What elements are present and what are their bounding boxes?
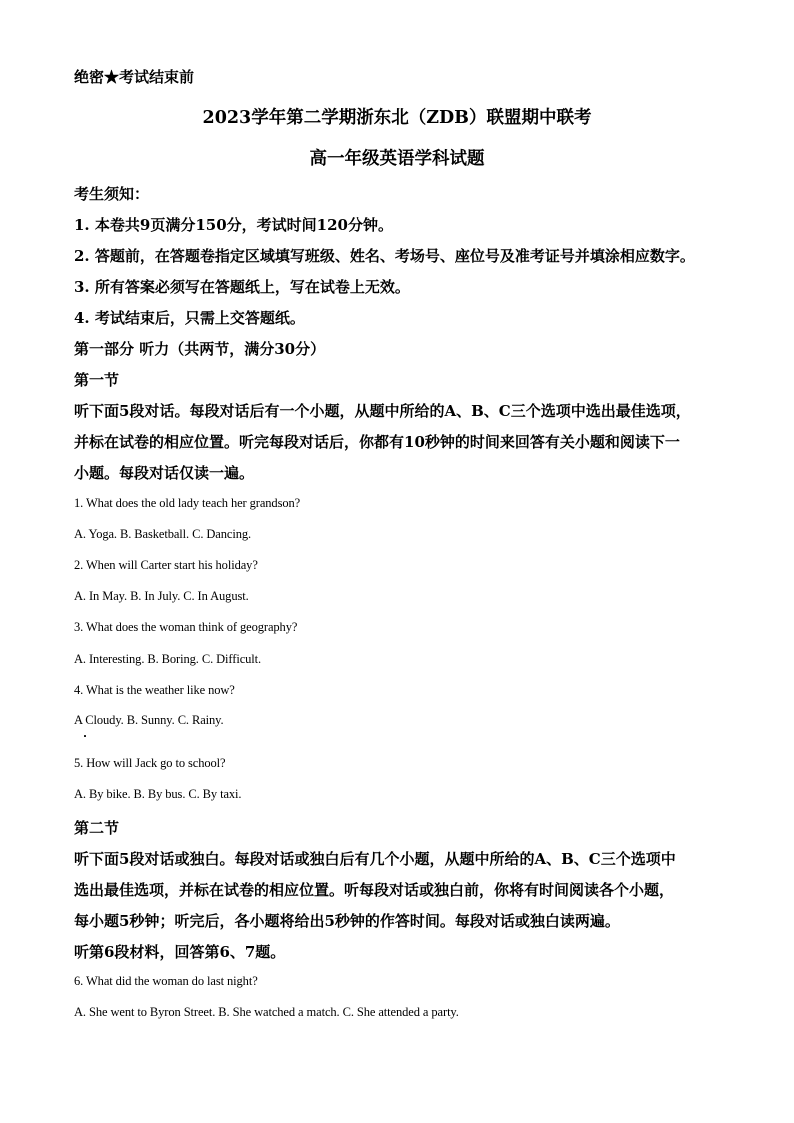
section1-instruction: 并标在试卷的相应位置。听完每段对话后，你都有10秒钟的时间来回答有关小题和阅读下一 — [74, 433, 680, 451]
section1-instruction: 听下面5段对话。每段对话后有一个小题，从题中所给的A、B、C三个选项中选出最佳选项， — [74, 402, 691, 420]
notice-item: 3. 所有答案必须写在答题纸上，写在试卷上无效。 — [74, 278, 410, 296]
question-text: 4. What is the weather like now? — [74, 683, 235, 697]
notice-item: 4. 考试结束后，只需上交答题纸。 — [74, 309, 305, 327]
notice-item: 2. 答题前，在答题卷指定区域填写班级、姓名、考场号、座位号及准考证号并填涂相应数字。 — [74, 247, 695, 265]
confidential-label: 绝密★考试结束前 — [74, 68, 195, 86]
exam-subtitle: 高一年级英语学科试题 — [309, 149, 485, 169]
question-text: 5. How will Jack go to school? — [74, 756, 226, 770]
answer-options: A. In May. B. In July. C. In August. — [74, 589, 249, 603]
part1-heading: 第一部分 听力（共两节，满分30分） — [74, 340, 326, 358]
question-text: 2. When will Carter start his holiday? — [74, 558, 258, 572]
section1-heading: 第一节 — [74, 371, 120, 389]
material-heading: 听第6段材料，回答第6、7题。 — [74, 943, 286, 961]
answer-options: A. By bike. B. By bus. C. By taxi. — [74, 787, 242, 801]
question-text: 3. What does the woman think of geography? — [74, 620, 298, 634]
section2-heading: 第二节 — [74, 819, 120, 837]
answer-options: A. Interesting. B. Boring. C. Difficult. — [74, 652, 262, 666]
notice-item: 1. 本卷共9页满分150分，考试时间120分钟。 — [74, 216, 393, 234]
section2-instruction: 选出最佳选项，并标在试卷的相应位置。听每段对话或独白前，你将有时间阅读各个小题， — [74, 881, 675, 899]
answer-options: A. She went to Byron Street. B. She watched a match. C. She attended a party. — [74, 1005, 459, 1019]
stray-dot — [84, 735, 86, 737]
question-text: 1. What does the old lady teach her grandson? — [74, 496, 301, 510]
section2-instruction: 每小题5秒钟；听完后，各小题将给出5秒钟的作答时间。每段对话或独白读两遍。 — [74, 912, 620, 930]
answer-options: A. Yoga. B. Basketball. C. Dancing. — [74, 527, 252, 541]
answer-options: A Cloudy. B. Sunny. C. Rainy. — [74, 713, 224, 727]
section1-instruction: 小题。每段对话仅读一遍。 — [74, 464, 255, 482]
exam-title: 2023学年第二学期浙东北（ZDB）联盟期中联考 — [202, 108, 592, 128]
question-text: 6. What did the woman do last night? — [74, 974, 258, 988]
section2-instruction: 听下面5段对话或独白。每段对话或独白后有几个小题，从题中所给的A、B、C三个选项中 — [74, 850, 676, 868]
notice-heading: 考生须知： — [74, 185, 150, 203]
